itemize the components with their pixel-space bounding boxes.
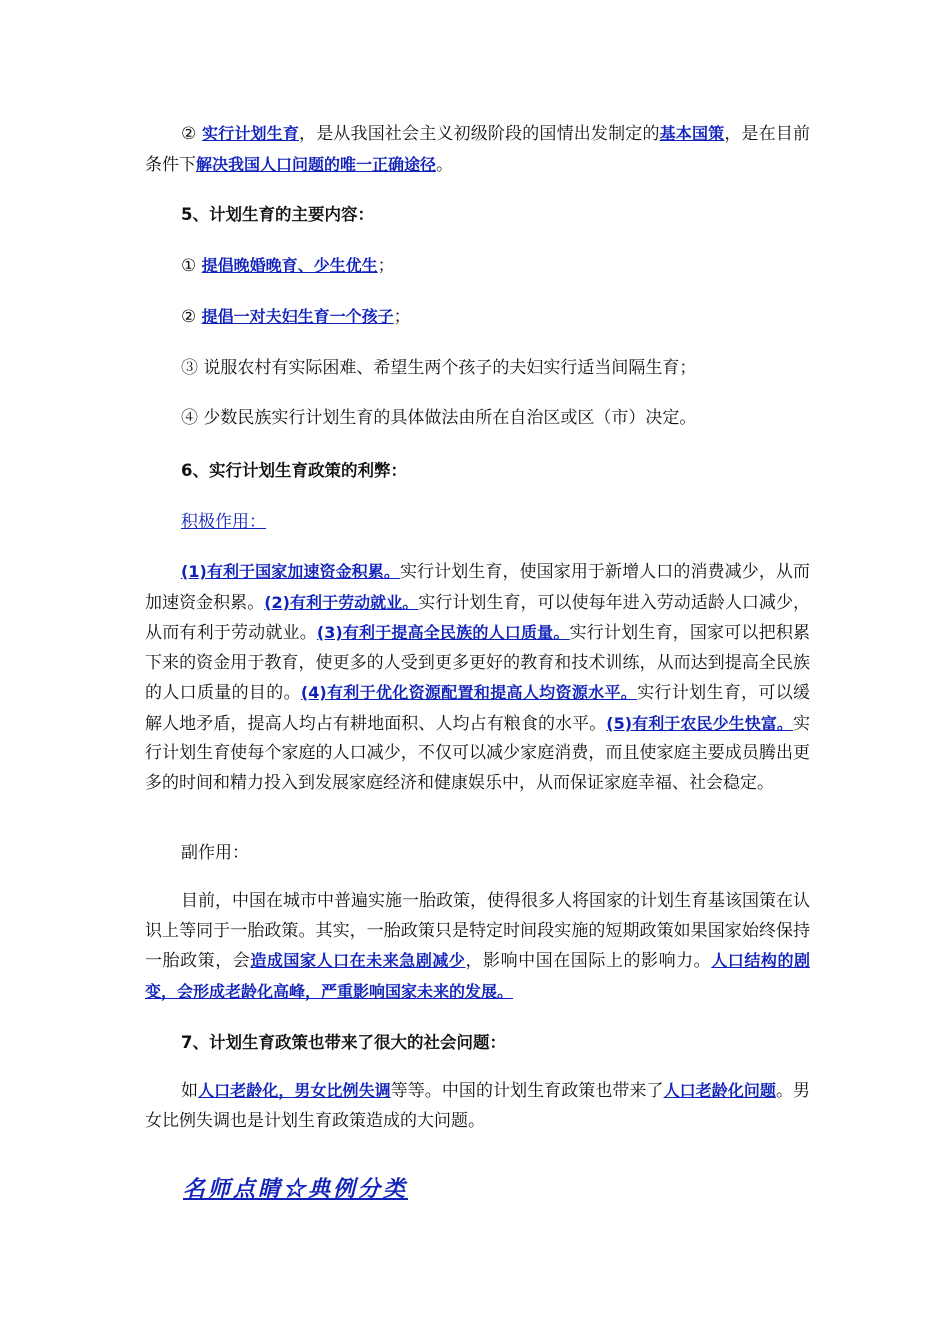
section-title-teacher-tips[interactable]: 名师点睛☆典例分类 (183, 1176, 409, 1202)
paragraph-text: 。 (436, 154, 454, 175)
side-effects-label: 副作用： (181, 843, 249, 863)
paragraph-text: 目前，中国在城市中普遍实施一胎政策，使得很多人将国家的计划生育基该国策在认识上等同于一胎政策。其实，一胎政策只是特定时间段实施的短期政策如果国家始终保持一胎政策，会 (145, 891, 810, 971)
item-text: 少数民族实行计划生育的具体做法由所在自治区或区（市）决定。 (203, 408, 697, 428)
list-item (181, 405, 696, 431)
item-number: ② (181, 124, 202, 144)
link-capital-accumulation[interactable]: (1)有利于国家加速资金积累。 (181, 562, 400, 581)
paragraph-text: 实行计划生育，使国家用于新增人口的消费减少，从而加速资金积累。 (145, 562, 811, 613)
paragraph-text: 实行计划生育，国家可以把积累下来的资金用于教育，使更多的人受到更多更好的教育和技术训练，从而达到提高全民族的人口质量的目的。 (145, 623, 811, 703)
list-item (181, 355, 696, 381)
item-tail: ； (393, 307, 411, 327)
item-number: ③ (181, 358, 204, 378)
link-aging-problem[interactable]: 人口老龄化问题 (663, 1081, 776, 1100)
link-one-child[interactable]: 提倡一对夫妇生育一个孩子 (201, 307, 394, 326)
paragraph-text: 实行计划生育使每个家庭的人口减少，不仅可以减少家庭消费，而且使家庭主要成员腾出更多的时间和精力投入到发展家庭经济和健康娱乐中，从而保证家庭幸福、社会稳定。 (145, 713, 810, 793)
list-item (181, 304, 411, 330)
paragraph-text: ，是从我国社会主义初级阶段的国情出发制定的 (299, 124, 660, 144)
item-number: ② (181, 307, 202, 327)
link-resource-allocation[interactable]: (4)有利于优化资源配置和提高人均资源水平。 (300, 683, 638, 702)
paragraph-text: 等等。中国的计划生育政策也带来了 (390, 1081, 664, 1101)
list-item (181, 253, 395, 279)
item-number: ① (181, 256, 202, 276)
paragraph-positive-effects (145, 557, 810, 798)
paragraph-text: ，是在目前条件下 (145, 124, 810, 175)
positive-effects-label[interactable]: 积极作用： (181, 512, 266, 532)
item-tail: ； (377, 256, 395, 276)
link-farmers-prosperity[interactable]: (5)有利于农民少生快富。 (606, 713, 793, 733)
link-only-correct-way[interactable]: 解决我国人口问题的唯一正确途径 (196, 154, 437, 174)
link-aging-gender-imbalance[interactable]: 人口老龄化，男女比例失调 (198, 1081, 391, 1100)
paragraph-text: 实行计划生育，可以使每年进入劳动适龄人口减少，从而有利于劳动就业。 (145, 592, 811, 643)
positive-effects-label-line (181, 509, 266, 535)
link-basic-national-policy[interactable]: 基本国策 (659, 124, 725, 143)
paragraph-policy-basis (145, 119, 810, 180)
link-population-decline[interactable]: 造成国家人口在未来急剧减少 (250, 951, 466, 970)
item-number: ④ (181, 408, 204, 428)
item-text: 说服农村有实际困难、希望生两个孩子的夫妇实行适当间隔生育； (203, 358, 697, 378)
paragraph-text: 如 (181, 1081, 199, 1101)
paragraph-text: 。男女比例失调也是计划生育政策造成的大问题。 (145, 1081, 810, 1131)
link-late-marriage[interactable]: 提倡晚婚晚育、少生优生 (201, 256, 378, 275)
paragraph-text: ，影响中国在国际上的影响力。 (465, 951, 712, 971)
paragraph-social-problems (145, 1076, 810, 1136)
link-population-quality[interactable]: (3)有利于提高全民族的人口质量。 (316, 623, 570, 642)
paragraph-text: 实行计划生育，可以缓解人地矛盾，提高人均占有耕地面积、人均占有粮食的水平。 (145, 683, 811, 734)
link-aging-peak[interactable]: 人口结构的剧变，会形成老龄化高峰，严重影响国家未来的发展。 (145, 951, 810, 1001)
paragraph-side-effects (145, 887, 810, 1007)
section-heading-6: 6、实行计划生育政策的利弊： (181, 461, 407, 480)
link-implement-family-planning[interactable]: 实行计划生育 (202, 124, 300, 143)
section-heading-7: 7、计划生育政策也带来了很大的社会问题： (181, 1033, 506, 1052)
link-employment[interactable]: (2)有利于劳动就业。 (264, 592, 419, 612)
section-heading-5: 5、计划生育的主要内容： (181, 205, 374, 224)
